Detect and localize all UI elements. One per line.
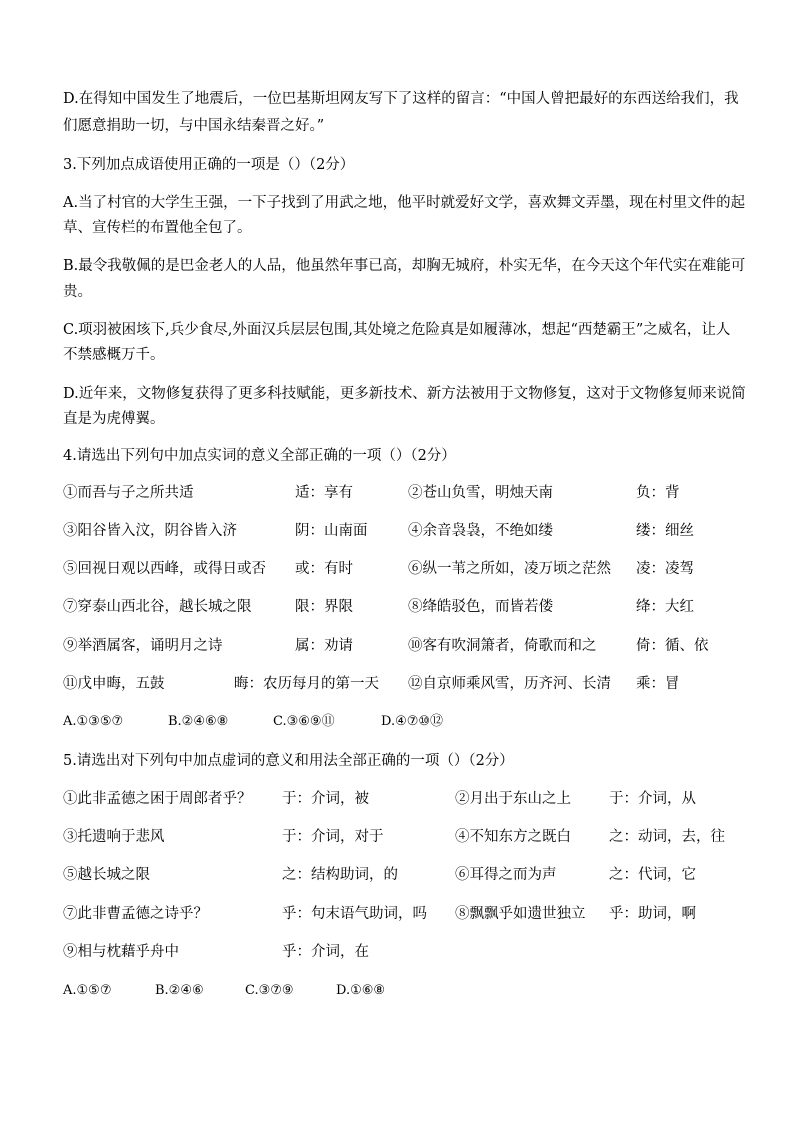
q5-row [63,789,743,809]
q4-sentence: ⑫自京师乘风雪，历齐河、长清 [408,676,611,692]
q3-option-a-line1: A.当了村官的大学生王强，一下子找到了用武之地，他平时就爱好文学，喜欢舞文弄墨，现在村里文件的起 [63,195,746,211]
q4-sentence: ③阳谷皆入汶，阴谷皆入济 [63,523,237,539]
q5-sentence: ⑧飘飘乎如遗世独立 [455,906,586,922]
q3-stem: 3.下列加点成语使用正确的一项是（）（2分） [63,157,355,173]
q4-sentence: ①而吾与子之所共适 [63,485,194,501]
q4-sentence: ⑩客有吹洞箫者，倚歌而和之 [408,638,597,654]
q4-sentence: ⑨举酒属客，诵明月之诗 [63,638,223,654]
q4-option: C.③⑥⑨⑪ [273,714,335,729]
q5-gloss: 之：结构助词，的 [282,867,398,883]
q4-sentence: ②苍山负雪，明烛天南 [408,485,553,501]
q3-option-b-line2: 贵。 [63,284,92,300]
q4-gloss: 晦：农历每月的第一天 [234,676,379,692]
q3-option-d-line1: D.近年来，文物修复获得了更多科技赋能，更多新技术、新方法被用于文物修复，这对于文物修复师来说简 [63,386,746,402]
q5-stem: 5.请选出对下列句中加点虚词的意义和用法全部正确的一项（）（2分） [63,753,514,769]
q5-gloss: 于：介词，被 [282,791,369,807]
q4-gloss: 凌：凌驾 [636,561,694,577]
q5-gloss: 于：介词，对于 [282,829,384,845]
q5-sentence: ⑤越长城之限 [63,867,150,883]
q2-option-d-line2: 们愿意捐助一切，与中国永结秦晋之好。” [63,118,325,134]
q5-gloss: 于：介词，从 [609,791,696,807]
q3-option-c-line2: 不禁感概万千。 [63,347,165,363]
q4-row [63,636,743,656]
q4-gloss: 负：背 [636,485,680,501]
q4-gloss: 缕：细丝 [636,523,694,539]
q4-gloss: 乘：冒 [636,676,680,692]
q4-row [63,674,743,694]
q5-sentence: ②月出于东山之上 [455,791,571,807]
q4-row [63,559,743,579]
q4-row [63,597,743,617]
q5-option: D.①⑥⑧ [336,983,386,998]
q5-option: B.②④⑥ [155,983,204,998]
q4-sentence: ④余音袅袅，不绝如缕 [408,523,553,539]
q5-sentence: ⑦此非曹孟德之诗乎？ [63,906,208,922]
q4-gloss: 属：劝请 [295,638,353,654]
q4-sentence: ⑧绛皓驳色，而皆若偻 [408,599,553,615]
q4-gloss: 绛：大红 [636,599,694,615]
q5-row [63,827,743,847]
q5-gloss: 之：动词，去，往 [609,829,725,845]
q4-gloss: 适：享有 [295,485,353,501]
q4-gloss: 倚：循、依 [636,638,709,654]
q3-option-d-line2: 直是为虎傅翼。 [63,411,165,427]
q4-row [63,521,743,541]
q4-sentence: ⑪戊申晦，五鼓 [63,676,165,692]
q5-sentence: ⑨相与枕藉乎舟中 [63,944,179,960]
q5-gloss: 乎：介词，在 [282,944,369,960]
q5-option: A.①⑤⑦ [63,983,112,998]
q5-gloss: 之：代词，它 [609,867,696,883]
q5-sentence: ⑥耳得之而为声 [455,867,557,883]
q4-options [63,712,743,732]
q4-gloss: 或：有时 [295,561,353,577]
q5-gloss: 乎：助词，啊 [609,906,696,922]
q5-gloss: 乎：句末语气助词，吗 [282,906,427,922]
q3-option-b-line1: B.最令我敬佩的是巴金老人的人品，他虽然年事已高，却胸无城府，朴实无华，在今天这个年代实在难能可 [63,258,746,274]
q4-sentence: ⑦穿泰山西北谷，越长城之限 [63,599,252,615]
q5-sentence: ③托遗响于悲风 [63,829,165,845]
q2-option-d-line1: D.在得知中国发生了地震后，一位巴基斯坦网友写下了这样的留言：“中国人曾把最好的东西送给我们，我 [63,91,739,107]
q4-stem: 4.请选出下列句中加点实词的意义全部正确的一项（）（2分） [63,448,456,464]
q5-row [63,904,743,924]
q4-gloss: 阴：山南面 [295,523,368,539]
q4-option: D.④⑦⑩⑫ [381,714,444,729]
q4-option: B.②④⑥⑧ [168,714,229,729]
q4-row [63,483,743,503]
q4-sentence: ⑥纵一苇之所如，凌万顷之茫然 [408,561,611,577]
q5-sentence: ①此非孟德之困于周郎者乎？ [63,791,252,807]
q4-sentence: ⑤回视日观以西峰，或得日或否 [63,561,266,577]
q5-sentence: ④不知东方之既白 [455,829,571,845]
q5-row [63,942,743,962]
q5-row [63,865,743,885]
q4-gloss: 限：界限 [295,599,353,615]
q3-option-c-line1: C.项羽被困垓下,兵少食尽,外面汉兵层层包围,其处境之危险真是如履薄冰，想起“西楚霸王”之威名，让人 [63,322,731,338]
q3-option-a-line2: 草、宣传栏的布置他全包了。 [63,220,252,236]
q4-option: A.①③⑤⑦ [63,714,124,729]
q5-options [63,981,743,1001]
q5-option: C.③⑦⑨ [245,983,294,998]
